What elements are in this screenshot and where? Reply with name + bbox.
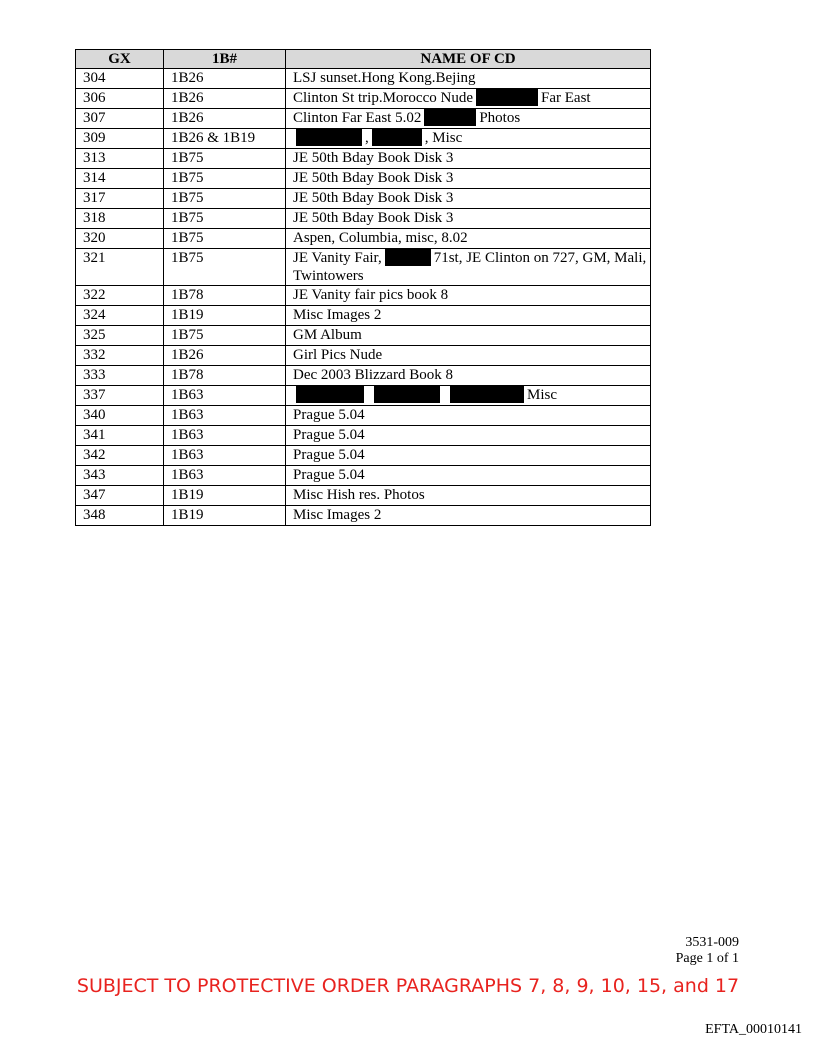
table-row xyxy=(76,406,651,426)
cell-name-of-cd xyxy=(286,209,651,229)
cell-text: JE 50th Bday Book Disk 3 xyxy=(293,210,454,226)
cell-name-of-cd xyxy=(286,89,651,109)
table-row xyxy=(76,249,651,286)
cell-name-of-cd xyxy=(286,486,651,506)
redaction-box xyxy=(385,249,431,266)
cell-name-of-cd xyxy=(286,406,651,426)
cell-text: JE 50th Bday Book Disk 3 xyxy=(293,170,454,186)
cell-text: Photos xyxy=(479,110,521,126)
cell-1b: 1B75 xyxy=(164,189,286,209)
cell-text: Prague 5.04 xyxy=(293,447,365,463)
cell-text: Misc Images 2 xyxy=(293,507,382,523)
column-header-name-of-cd: NAME OF CD xyxy=(286,50,651,69)
cell-name-of-cd xyxy=(286,346,651,366)
cell-gx: 307 xyxy=(76,109,164,129)
cell-gx: 322 xyxy=(76,286,164,306)
cell-text: JE 50th Bday Book Disk 3 xyxy=(293,190,454,206)
cell-text: Clinton Far East 5.02 xyxy=(293,110,422,126)
table-row xyxy=(76,109,651,129)
cell-name-of-cd xyxy=(286,109,651,129)
table-row xyxy=(76,286,651,306)
cell-name-of-cd xyxy=(286,286,651,306)
cell-text: GM Album xyxy=(293,327,362,343)
cell-gx: 347 xyxy=(76,486,164,506)
table-row xyxy=(76,149,651,169)
redaction-box xyxy=(450,386,524,403)
table-row xyxy=(76,326,651,346)
redaction-box xyxy=(476,89,538,106)
cell-name-of-cd xyxy=(286,249,651,286)
cell-text: JE 50th Bday Book Disk 3 xyxy=(293,150,454,166)
cell-1b: 1B63 xyxy=(164,386,286,406)
cell-name-of-cd xyxy=(286,506,651,526)
cell-1b: 1B19 xyxy=(164,306,286,326)
table-row xyxy=(76,486,651,506)
table-row xyxy=(76,426,651,446)
cell-1b: 1B75 xyxy=(164,249,286,286)
table-row xyxy=(76,169,651,189)
cell-text: Aspen, Columbia, misc, 8.02 xyxy=(293,230,468,246)
table-row xyxy=(76,466,651,486)
cell-1b: 1B26 xyxy=(164,69,286,89)
cell-text: Misc Hish res. Photos xyxy=(293,487,425,503)
cell-name-of-cd xyxy=(286,129,651,149)
table-body xyxy=(76,69,651,526)
table-row xyxy=(76,386,651,406)
cell-gx: 313 xyxy=(76,149,164,169)
document-footer xyxy=(676,935,739,967)
cell-text: Prague 5.04 xyxy=(293,467,365,483)
cell-1b: 1B63 xyxy=(164,446,286,466)
cell-text: Prague 5.04 xyxy=(293,427,365,443)
redaction-box xyxy=(296,386,364,403)
cell-text: Far East xyxy=(541,90,591,106)
cell-1b: 1B63 xyxy=(164,466,286,486)
cell-gx: 304 xyxy=(76,69,164,89)
cell-1b: 1B19 xyxy=(164,506,286,526)
cell-gx: 320 xyxy=(76,229,164,249)
table-row xyxy=(76,209,651,229)
column-header-1b: 1B# xyxy=(164,50,286,69)
cell-1b: 1B75 xyxy=(164,326,286,346)
cell-gx: 324 xyxy=(76,306,164,326)
column-header-gx: GX xyxy=(76,50,164,69)
cell-1b: 1B75 xyxy=(164,169,286,189)
cell-text: JE Vanity fair pics book 8 xyxy=(293,287,449,303)
table-row xyxy=(76,129,651,149)
protective-order-notice: SUBJECT TO PROTECTIVE ORDER PARAGRAPHS 7, 8, 9, 10, 15, and 17 xyxy=(76,975,740,997)
cell-gx: 341 xyxy=(76,426,164,446)
cell-gx: 317 xyxy=(76,189,164,209)
cell-1b: 1B26 xyxy=(164,89,286,109)
cell-name-of-cd xyxy=(286,69,651,89)
cell-text: Misc Images 2 xyxy=(293,307,382,323)
cell-1b: 1B75 xyxy=(164,229,286,249)
cell-gx: 340 xyxy=(76,406,164,426)
cell-gx: 318 xyxy=(76,209,164,229)
cell-gx: 332 xyxy=(76,346,164,366)
cell-gx: 306 xyxy=(76,89,164,109)
table-row xyxy=(76,306,651,326)
cell-1b: 1B75 xyxy=(164,149,286,169)
cell-gx: 309 xyxy=(76,129,164,149)
cell-text: Dec 2003 Blizzard Book 8 xyxy=(293,367,453,383)
table-row xyxy=(76,189,651,209)
cell-text: Misc xyxy=(527,387,557,403)
cell-text: 71st, JE Clinton on 727, GM, Mali, Twintowers xyxy=(293,250,647,284)
redaction-box xyxy=(374,386,440,403)
cell-text: Clinton St trip.Morocco Nude xyxy=(293,90,473,106)
table-row xyxy=(76,229,651,249)
cell-1b: 1B63 xyxy=(164,426,286,446)
redaction-box xyxy=(372,129,422,146)
cell-name-of-cd xyxy=(286,446,651,466)
cell-gx: 321 xyxy=(76,249,164,286)
cell-text: Girl Pics Nude xyxy=(293,347,383,363)
cell-1b: 1B26 & 1B19 xyxy=(164,129,286,149)
cell-name-of-cd xyxy=(286,366,651,386)
cell-gx: 348 xyxy=(76,506,164,526)
cell-gx: 342 xyxy=(76,446,164,466)
cell-name-of-cd xyxy=(286,169,651,189)
redaction-box xyxy=(296,129,362,146)
cd-table xyxy=(75,49,651,526)
table-row xyxy=(76,366,651,386)
cell-text: JE Vanity Fair, xyxy=(293,250,382,266)
cell-name-of-cd xyxy=(286,466,651,486)
cell-name-of-cd xyxy=(286,426,651,446)
table-row xyxy=(76,89,651,109)
cell-1b: 1B78 xyxy=(164,366,286,386)
bates-number: EFTA_00010141 xyxy=(705,1022,802,1037)
cell-name-of-cd xyxy=(286,229,651,249)
cell-gx: 333 xyxy=(76,366,164,386)
cell-name-of-cd xyxy=(286,189,651,209)
cell-name-of-cd xyxy=(286,306,651,326)
cell-text: Prague 5.04 xyxy=(293,407,365,423)
cell-1b: 1B19 xyxy=(164,486,286,506)
table-row xyxy=(76,346,651,366)
cell-gx: 325 xyxy=(76,326,164,346)
cell-text: , Misc xyxy=(424,130,463,146)
cell-1b: 1B26 xyxy=(164,346,286,366)
cell-1b: 1B63 xyxy=(164,406,286,426)
cell-text: LSJ sunset.Hong Kong.Bejing xyxy=(293,70,476,86)
page-number: Page 1 of 1 xyxy=(675,951,739,966)
cell-1b: 1B26 xyxy=(164,109,286,129)
cell-name-of-cd xyxy=(286,326,651,346)
cell-1b: 1B75 xyxy=(164,209,286,229)
table-header-row xyxy=(76,50,651,69)
cell-text: , xyxy=(365,130,369,146)
table-row xyxy=(76,446,651,466)
cell-1b: 1B78 xyxy=(164,286,286,306)
cell-gx: 343 xyxy=(76,466,164,486)
table-row xyxy=(76,69,651,89)
document-code: 3531-009 xyxy=(685,935,739,950)
cell-name-of-cd xyxy=(286,149,651,169)
redaction-box xyxy=(424,109,476,126)
cell-gx: 314 xyxy=(76,169,164,189)
table-row xyxy=(76,506,651,526)
cell-name-of-cd xyxy=(286,386,651,406)
cell-gx: 337 xyxy=(76,386,164,406)
